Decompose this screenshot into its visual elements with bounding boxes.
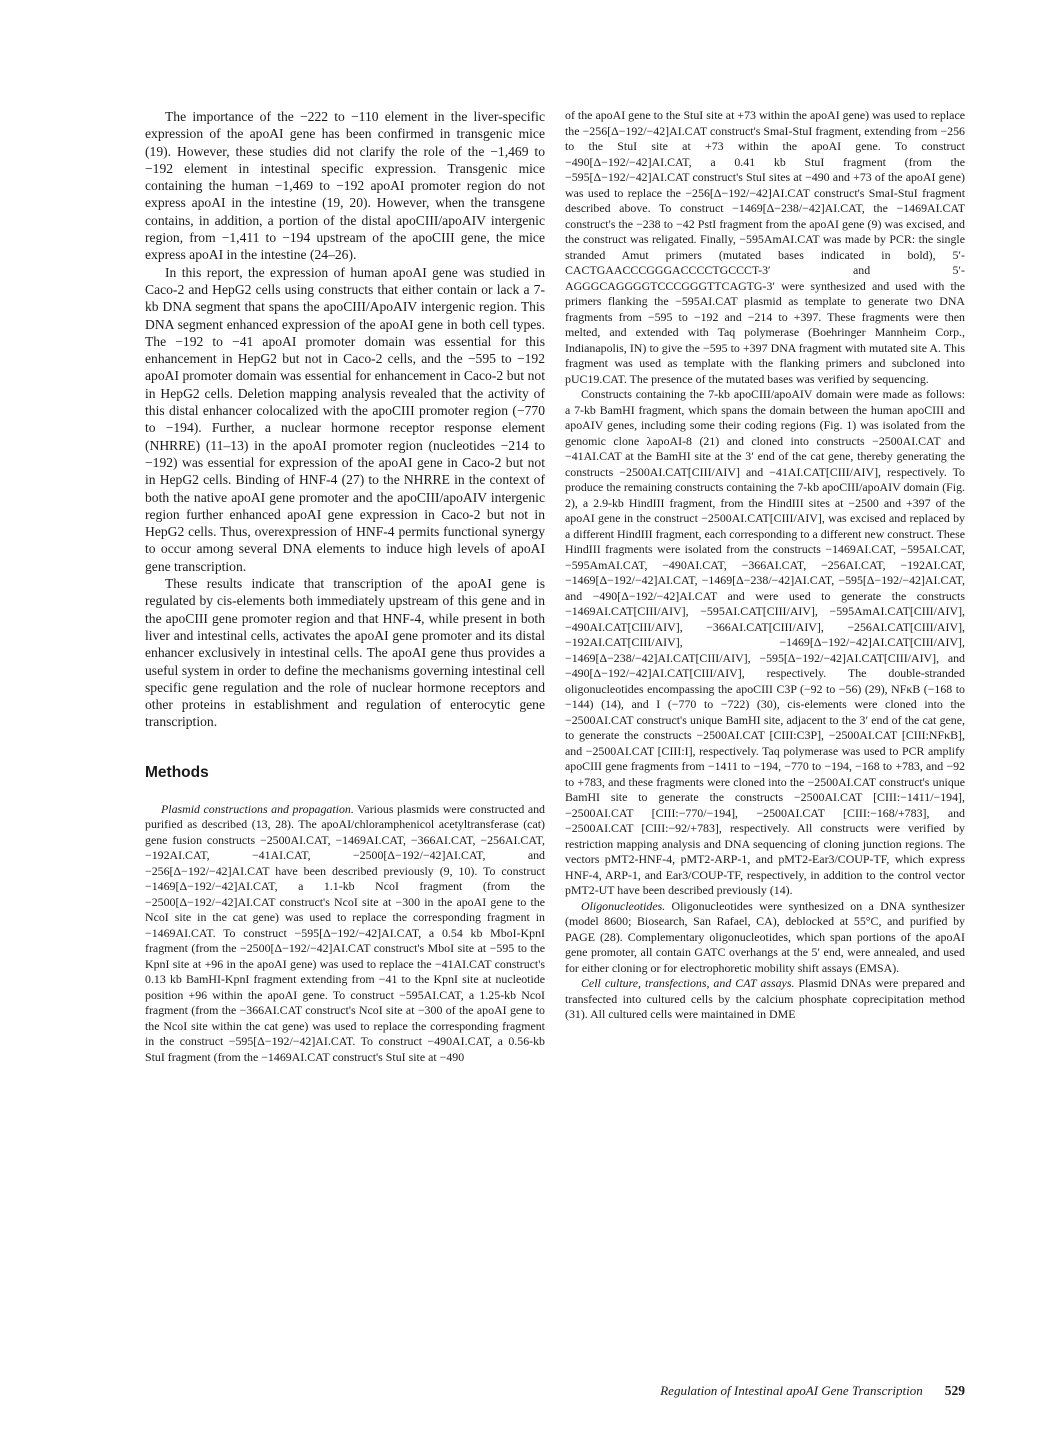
cell-culture-runin-title: Cell culture, transfections, and CAT assays. [581, 976, 795, 990]
plasmid-runin-title: Plasmid constructions and propagation. [161, 801, 354, 816]
oligonucleotides-runin-title: Oligonucleotides. [581, 898, 666, 913]
plasmid-continued: of the apoAI gene to the StuI site at +73 within the apoAI gene) was used to replace the −256[Δ−192/−42]AI.CAT construct's SmaI-StuI fragment, extending from −256 to the StuI site at +73 within the apoAI gene. To construct −490[Δ−192/−42]AI.CAT, a 0.41 kb StuI fragment (from the −595[Δ−192/−42]AI.CAT construct's StuI sites at −490 and +73 of the apoAI gene) was used to replace the −256[Δ−192/−42]AI.CAT construct's SmaI-StuI fragment described above. To construct −1469[Δ−238/−42]AI.CAT, the −1469AI.CAT construct's the −238 to −42 PstI fragment from the apoAI gene (9) was excised, and the construct was religated. Finally, −595AmAI.CAT was made by PCR: the single stranded Amut primers (mutated bases indicated in bold), 5′-CACTGAACCCGGGACCCCTGCCCT-3′ and 5′-AGGGCAGGGGTCCCGGGTTCAGTG-3′ were synthesized and used with the primers flanking the −595AI.CAT plasmid as template to generate two DNA fragments from −595 to −192 and −214 to +397. These fragments were then melted, and extended with Taq polymerase (Boehringer Mannheim Corp., Indianapolis, IN) to give the −595 to +397 DNA fragment with mutated site A. This fragment was used as template with the flanking primers and subcloned into pUC19.CAT. The presence of the mutated bases was verified by sequencing. [565, 108, 965, 386]
right-column [565, 108, 965, 1023]
methods-heading: Methods [145, 763, 209, 781]
left-column [145, 108, 545, 1065]
oligonucleotides-text: Oligonucleotides were synthesized on a DNA synthesizer (model 8600; Biosearch, San Rafael, CA), deblocked at 55°C, and purified by PAGE (28). Complementary oligonucleotides, which span portions of the apoAI gene promoter, all contain GATC overhangs at the 5′ end, were annealed, and used for either cloning or for electrophoretic mobility shift assays (EMSA). [565, 898, 965, 975]
intro-paragraph: In this report, the expression of human apoAI gene was studied in Caco-2 and HepG2 cells using constructs that either contain or lack a 7-kb DNA segment that spans the apoCIII/ApoAIV intergenic region. This DNA segment enhanced expression of the apoAI gene in both cell types. The −192 to −41 apoAI promoter domain was essential for this enhancement in HepG2 but not in Caco-2 cells, and the −595 to −192 apoAI promoter domain was essential for enhancement in Caco-2 but not in HepG2 cells. Deletion mapping analysis revealed that the activity of this distal enhancer colocalized with the apoCIII promoter region (−770 to −194). Further, a nuclear hormone receptor response element (NHRRE) (11–13) in the apoAI promoter region (nucleotides −214 to −192) was essential for expression of the apoAI gene in Caco-2 but not in HepG2 cells. Binding of HNF-4 (27) to the NHRRE in the context of both the native apoAI gene promoter and the apoCIII/apoAIV intergenic region further enhanced apoAI gene expression in Caco-2 but not in HepG2 cells. Thus, overexpression of HNF-4 permits functional synergy to occur among several DNA elements to induce high levels of apoAI gene transcription. [145, 264, 545, 574]
intro-paragraph: The importance of the −222 to −110 element in the liver-specific expression of the apoAI gene has been confirmed in transgenic mice (19). However, these studies did not clarify the role of the −1,469 to −192 element in intestinal specific expression. Transgenic mice containing the human −1,469 to −192 apoAI promoter region do not express apoAI in the intestine (19, 20). However, when the transgene contains, in addition, a portion of the distal apoCIII/apoAIV intergenic region, from −1,411 to −194 upstream of the apoCIII gene, the mice express apoAI in the intestine (24–26). [145, 109, 545, 263]
plasmid-text: Various plasmids were constructed and purified as described (13, 28). The apoAI/chloramphenicol acetyltransferase (cat) gene fusion constructs −2500AI.CAT, −1469AI.CAT, −366AI.CAT, −256AI.CAT, −192AI.CAT, −41AI.CAT, −2500[Δ−192/−42]AI.CAT, and −256[Δ−192/−42]AI.CAT have been described previously (9, 10). To construct −1469[Δ−192/−42]AI.CAT, a 1.1-kb NcoI fragment (from the −2500[Δ−192/−42]AI.CAT construct's NcoI site at −300 in the apoAI gene to the NcoI site in the cat gene) was used to replace the corresponding fragment in −1469AI.CAT. To construct −595[Δ−192/−42]AI.CAT, a 0.54 kb MboI-KpnI fragment (from the −2500[Δ−192/−42]AI.CAT construct's MboI site at −595 to the KpnI site at +96 in the apoAI gene) was used to replace the −41AI.CAT construct's 0.13 kb BamHI-KpnI fragment extending from −41 to the KpnI site at nucleotide position +96 within the apoAI gene. To construct −595AI.CAT, a 1.25-kb NcoI fragment (from the −366AI.CAT construct's NcoI site at −300 of the apoAI gene to the NcoI site within the cat gene) was used to replace the corresponding fragment in the construct −595[Δ−192/−42]AI.CAT. To construct −490AI.CAT, a 0.56-kb StuI fragment (from the −1469AI.CAT construct's StuI site at −490 [145, 801, 545, 1064]
plasmid-paragraph [145, 802, 545, 1066]
page-number: 529 [944, 1383, 965, 1398]
cell-culture-text: Plasmid DNAs were prepared and transfected into cultured cells by the calcium phosphate coprecipitation method (31). All cultured cells were maintained in DME [565, 976, 965, 1021]
intro-paragraph: These results indicate that transcription of the apoAI gene is regulated by cis-elements both immediately upstream of this gene and in the apoCIII gene promoter region and that HNF-4, while present in both liver and intestinal cells, activates the apoAI gene promoter and its distal enhancer exclusively in intestinal cells. The apoAI gene thus provides a useful system in order to define the mechanisms governing intestinal cell specific gene regulation and the role of nuclear hormone receptors and other proteins in establishment and regulation of enterocytic gene transcription. [145, 576, 545, 730]
page-footer [660, 1383, 965, 1399]
oligonucleotides-paragraph [565, 899, 965, 977]
constructs-paragraph: Constructs containing the 7-kb apoCIII/apoAIV domain were made as follows: a 7-kb BamHI fragment, which spans the domain between the human apoCIII and apoAIV genes, including some their coding regions (Fig. 1) was isolated from the genomic clone λapoAI-8 (21) and cloned into constructs −2500AI.CAT and −41AI.CAT at the BamHI site at the 3′ end of the cat gene, thereby generating the constructs −2500AI.CAT[CIII/AIV] and −41AI.CAT[CIII/AIV], respectively. To produce the remaining constructs containing the 7-kb apoCIII/apoAIV domain (Fig. 2), a 2.9-kb HindIII fragment, from the HindIII sites at −2500 and +397 of the apoAI gene in the construct −2500AI.CAT[CIII/AIV], was excised and replaced by a different HindIII fragment, each corresponding to a different new construct. These HindIII fragments were isolated from the constructs −1469AI.CAT, −595AI.CAT, −595AmAI.CAT, −490AI.CAT, −366AI.CAT, −256AI.CAT, −192AI.CAT, −1469[Δ−192/−42]AI.CAT, −1469[Δ−238/−42]AI.CAT, −595[Δ−192/−42]AI.CAT, and −490[Δ−192/−42]AI.CAT and were used to generate the constructs −1469AI.CAT[CIII/AIV], −595AI.CAT[CIII/AIV], −595AmAI.CAT[CIII/AIV], −490AI.CAT[CIII/AIV], −366AI.CAT[CIII/AIV], −256AI.CAT[CIII/AIV], −192AI.CAT[CIII/AIV], −1469[Δ−192/−42]AI.CAT[CIII/AIV], −1469[Δ−238/−42]AI.CAT[CIII/AIV], −595[Δ−192/−42]AI.CAT[CIII/AIV], and −490[Δ−192/−42]AI.CAT[CIII/AIV], respectively. The double-stranded oligonucleotides encompassing the apoCIII C3P (−92 to −56) (29), NFκB (−168 to −144) (14), and I (−770 to −722) (30), cis-elements were cloned into the −2500AI.CAT construct's unique BamHI site, adjacent to the 3′ end of the cat gene, to generate the constructs −2500AI.CAT [CIII:C3P], −2500AI.CAT [CIII:NFκB], and −2500AI.CAT [CIII:I], respectively. Taq polymerase was used to PCR amplify apoCIII gene fragments from −1411 to −194, −770 to −194, −168 to +783, and −92 to +783, and these fragments were cloned into the −2500AI.CAT construct's unique BamHI site to generate the constructs −2500AI.CAT [CIII:−1411/−194], −2500AI.CAT [CIII:−770/−194], −2500AI.CAT [CIII:−168/+783], and −2500AI.CAT [CIII:−92/+783], respectively. All constructs were verified by restriction mapping analysis and DNA sequencing of cloning junction regions. The vectors pMT2-HNF-4, pMT2-ARP-1, and pMT2-Ear3/COUP-TF, which express HNF-4, ARP-1, and Ear3/COUP-TF, respectively, in addition to the control vector pMT2-UT have been described previously (14). [565, 387, 965, 897]
cell-culture-paragraph [565, 976, 965, 1023]
running-title: Regulation of Intestinal apoAI Gene Transcription [660, 1383, 923, 1398]
